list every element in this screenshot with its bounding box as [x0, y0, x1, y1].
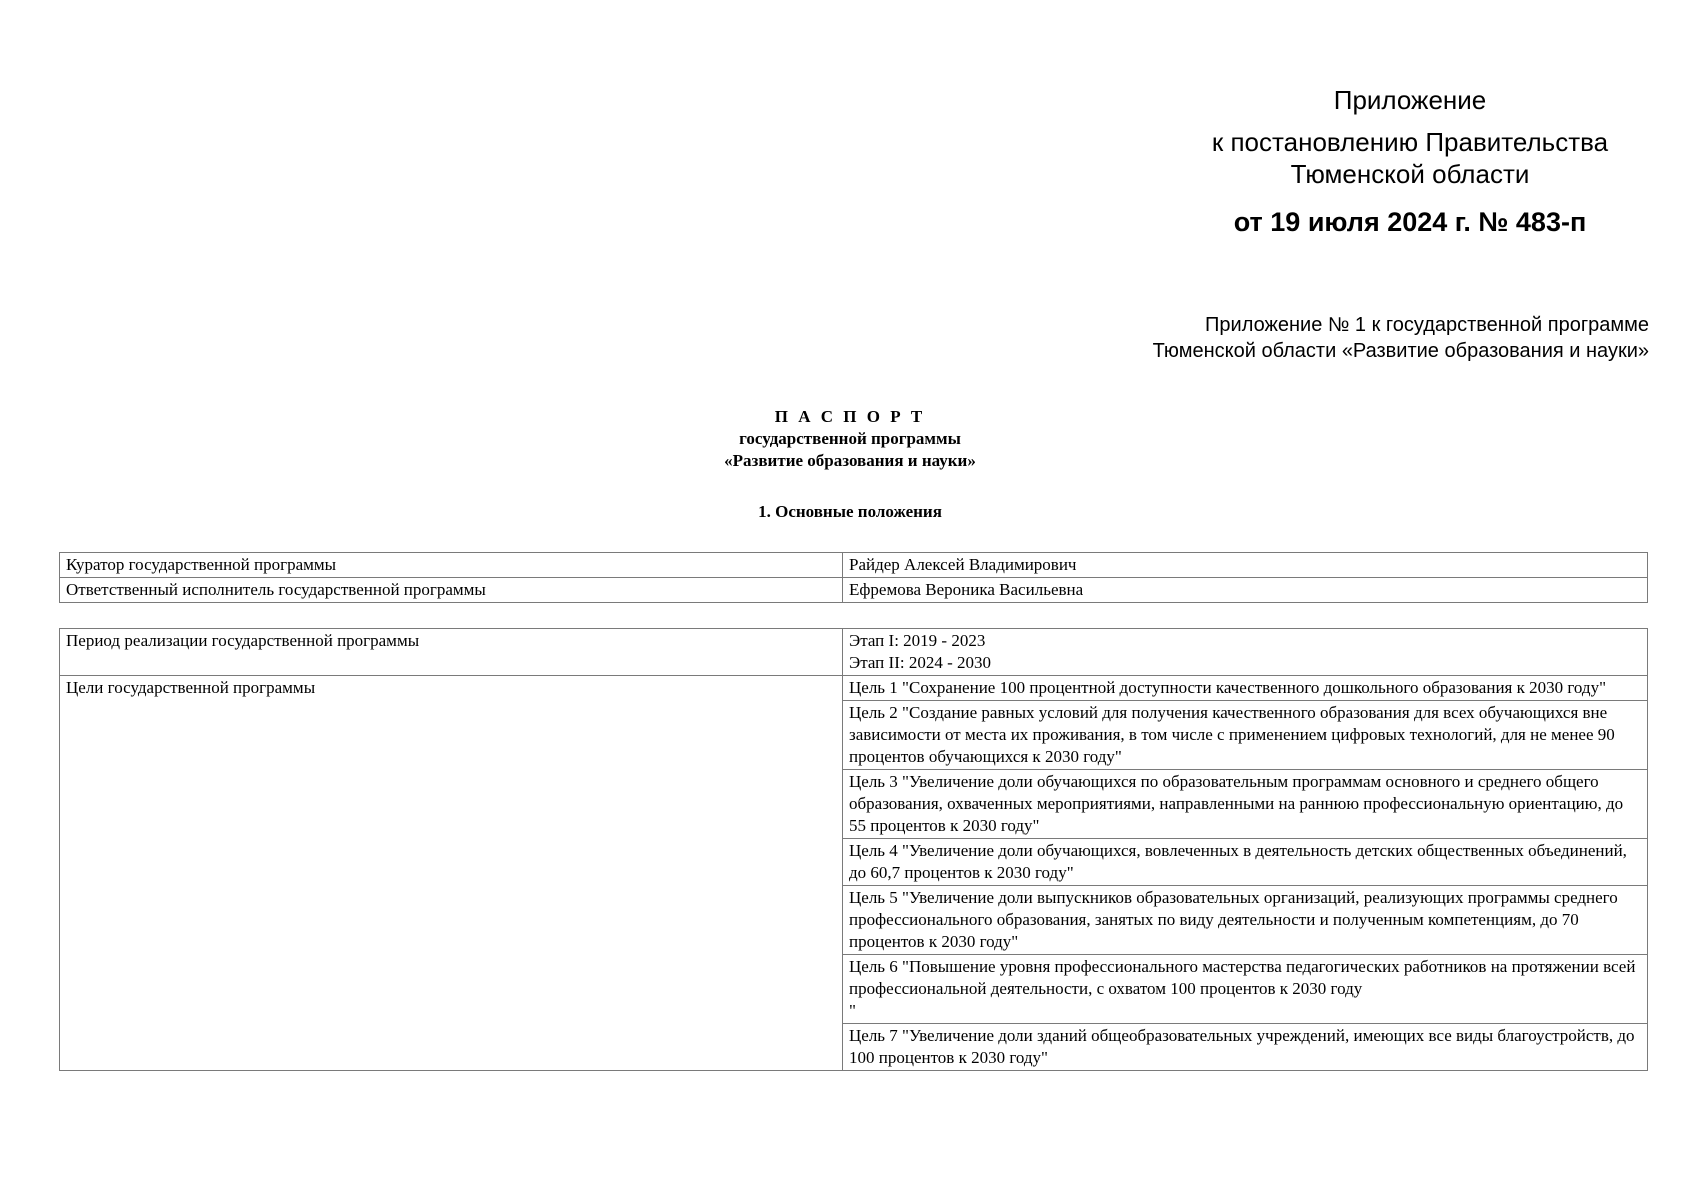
passport-program-name: «Развитие образования и науки»: [724, 451, 976, 470]
appendix-date-number: от 19 июля 2024 г. № 483-п: [1233, 207, 1587, 237]
table-row: [60, 578, 1648, 603]
goals-label: Цели государственной программы: [60, 676, 843, 1071]
table-row: [60, 629, 1648, 676]
passport-subtitle: государственной программы: [739, 429, 961, 448]
curator-table: [59, 552, 1648, 603]
goal-6: Цель 6 "Повышение уровня профессионального мастерства педагогических работников на протяжении всей профессиональной деятельности, с охватом 100 процентов к 2030 году ": [843, 955, 1648, 1024]
passport-title-block: [0, 406, 1697, 472]
period-value: [843, 629, 1648, 676]
program-ref-line-2: Тюменской области «Развитие образования и науки»: [1152, 340, 1649, 362]
table-row: [60, 676, 1648, 701]
curator-value: Райдер Алексей Владимирович: [843, 553, 1648, 578]
appendix-region-line: Тюменской области: [1290, 159, 1530, 189]
goal-4: Цель 4 "Увеличение доли обучающихся, вовлеченных в деятельность детских общественных объединений, до 60,7 процентов к 2030 году": [843, 839, 1648, 886]
appendix-title: Приложение: [1333, 85, 1487, 115]
goal-5: Цель 5 "Увеличение доли выпускников образовательных организаций, реализующих программы среднего профессионального образования, занятых по виду деятельности и полученным компетенциям, до 70 процентов к 2030 году": [843, 886, 1648, 955]
goal-2: Цель 2 "Создание равных условий для получения качественного образования для всех обучающихся вне зависимости от места их проживания, в том числе с применением цифровых технологий, для не менее 90 процентов обучающихся к 2030 году": [843, 701, 1648, 770]
period-stage-1: Этап I: 2019 - 2023: [849, 631, 986, 650]
period-label: Период реализации государственной программы: [60, 629, 843, 676]
executor-label: Ответственный исполнитель государственной программы: [60, 578, 843, 603]
goal-1: Цель 1 "Сохранение 100 процентной доступности качественного дошкольного образования к 2030 году": [843, 676, 1648, 701]
goal-3: Цель 3 "Увеличение доли обучающихся по образовательным программам основного и среднего общего образования, охваченных мероприятиями, направленными на раннюю профессиональную ориентацию, до 55 процентов к 2030 году": [843, 770, 1648, 839]
executor-value: Ефремова Вероника Васильевна: [843, 578, 1648, 603]
program-goals-table: [59, 628, 1648, 1071]
passport-title: П А С П О Р Т: [774, 407, 926, 426]
goal-7: Цель 7 "Увеличение доли зданий общеобразовательных учреждений, имеющих все виды благоустройств, до 100 процентов к 2030 году": [843, 1024, 1648, 1071]
period-stage-2: Этап II: 2024 - 2030: [849, 653, 991, 672]
curator-label: Куратор государственной программы: [60, 553, 843, 578]
table-row: [60, 553, 1648, 578]
appendix-header: [1180, 84, 1640, 238]
program-ref-line-1: Приложение № 1 к государственной программе: [1205, 314, 1649, 336]
program-appendix-reference: [1153, 312, 1649, 364]
section-title: 1. Основные положения: [758, 502, 942, 521]
appendix-resolution-line: к постановлению Правительства: [1211, 127, 1609, 157]
